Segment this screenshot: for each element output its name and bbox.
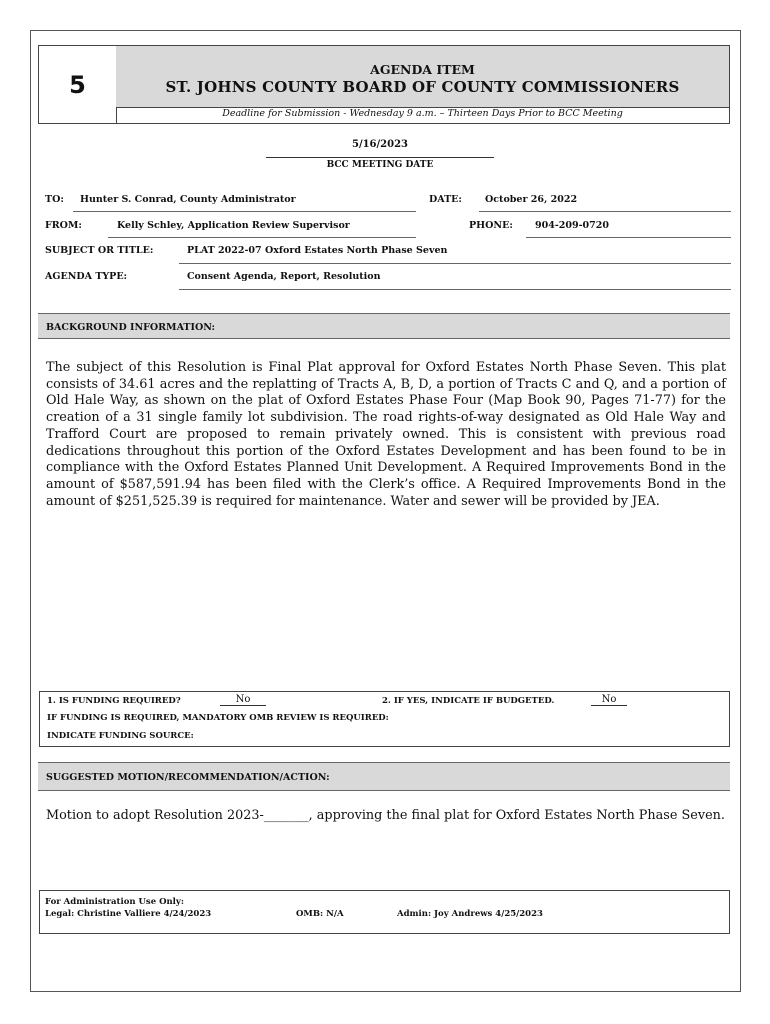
subject-value: PLAT 2022-07 Oxford Estates North Phase Seven [187,245,448,256]
funding-required-label: 1. IS FUNDING REQUIRED? [47,696,181,706]
board-name: ST. JOHNS COUNTY BOARD OF COUNTY COMMISSIONERS [165,78,680,96]
to-underline [73,211,416,212]
legal-review: Legal: Christine Valliere 4/24/2023 [45,909,212,919]
background-heading: BACKGROUND INFORMATION: [38,313,730,339]
admin-review: Admin: Joy Andrews 4/25/2023 [397,909,543,919]
meeting-date-label: BCC MEETING DATE [326,160,434,170]
agenda-type-value: Consent Agenda, Report, Resolution [187,271,381,282]
phone-value: 904-209-0720 [535,220,609,231]
phone-underline [526,237,731,238]
agenda-item-form [30,30,741,992]
agenda-type-label: AGENDA TYPE: [45,271,128,282]
to-value: Hunter S. Conrad, County Administrator [80,194,296,205]
to-label: TO: [45,194,64,205]
funding-source-label: INDICATE FUNDING SOURCE: [47,731,194,741]
meeting-date-underline [266,157,494,158]
subject-label: SUBJECT OR TITLE: [45,245,154,256]
header-box [38,45,730,124]
funding-box [39,691,730,747]
item-number: 5 [39,46,117,123]
admin-heading: For Administration Use Only: [45,897,184,907]
date-label: DATE: [429,194,462,205]
meeting-date: 5/16/2023 [351,139,408,150]
motion-text: Motion to adopt Resolution 2023-_______, approving the final plat for Oxford Estates North Phase Seven. [46,808,725,823]
omb-review-note: IF FUNDING IS REQUIRED, MANDATORY OMB REVIEW IS REQUIRED: [47,713,389,723]
agenda-type-underline [179,289,731,290]
phone-label: PHONE: [469,220,513,231]
from-value: Kelly Schley, Application Review Supervisor [117,220,350,231]
motion-heading: SUGGESTED MOTION/RECOMMENDATION/ACTION: [38,762,730,791]
title-cell [116,46,729,108]
from-underline [108,237,416,238]
submission-deadline: Deadline for Submission - Wednesday 9 a.m. – Thirteen Days Prior to BCC Meeting [222,108,623,119]
budgeted-value: No [591,694,627,706]
background-text: The subject of this Resolution is Final Plat approval for Oxford Estates North Phase Seven. This plat consists of 34.61 acres and the replatting of Tracts A, B, D, a portion of Tracts C and Q, and a portion of Old Hale Way, as shown on the plat of Oxford Estates Phase Four (Map Book 90, Pages 71-77) for the creation of a 31 single family lot subdivision. The road rights-of-way designated as Old Hale Way and Trafford Court are proposed to remain privately owned. This is consistent with previous road dedications throughout this portion of the Oxford Estates Development and has been found to be in compliance with the Oxford Estates Planned Unit Development. A Required Improvements Bond in the amount of $587,591.94 has been filed with the Clerk’s office. A Required Improvements Bond in the amount of $251,525.39 is required for maintenance. Water and sewer will be provided by JEA. [46,360,726,509]
omb-review: OMB: N/A [296,909,344,919]
admin-box [39,890,730,934]
budgeted-label: 2. IF YES, INDICATE IF BUDGETED. [382,696,555,706]
date-value: October 26, 2022 [485,194,578,205]
funding-required-value: No [220,694,266,706]
from-label: FROM: [45,220,82,231]
subject-underline [179,263,731,264]
date-underline [479,211,731,212]
agenda-item-heading: AGENDA ITEM [370,62,475,77]
